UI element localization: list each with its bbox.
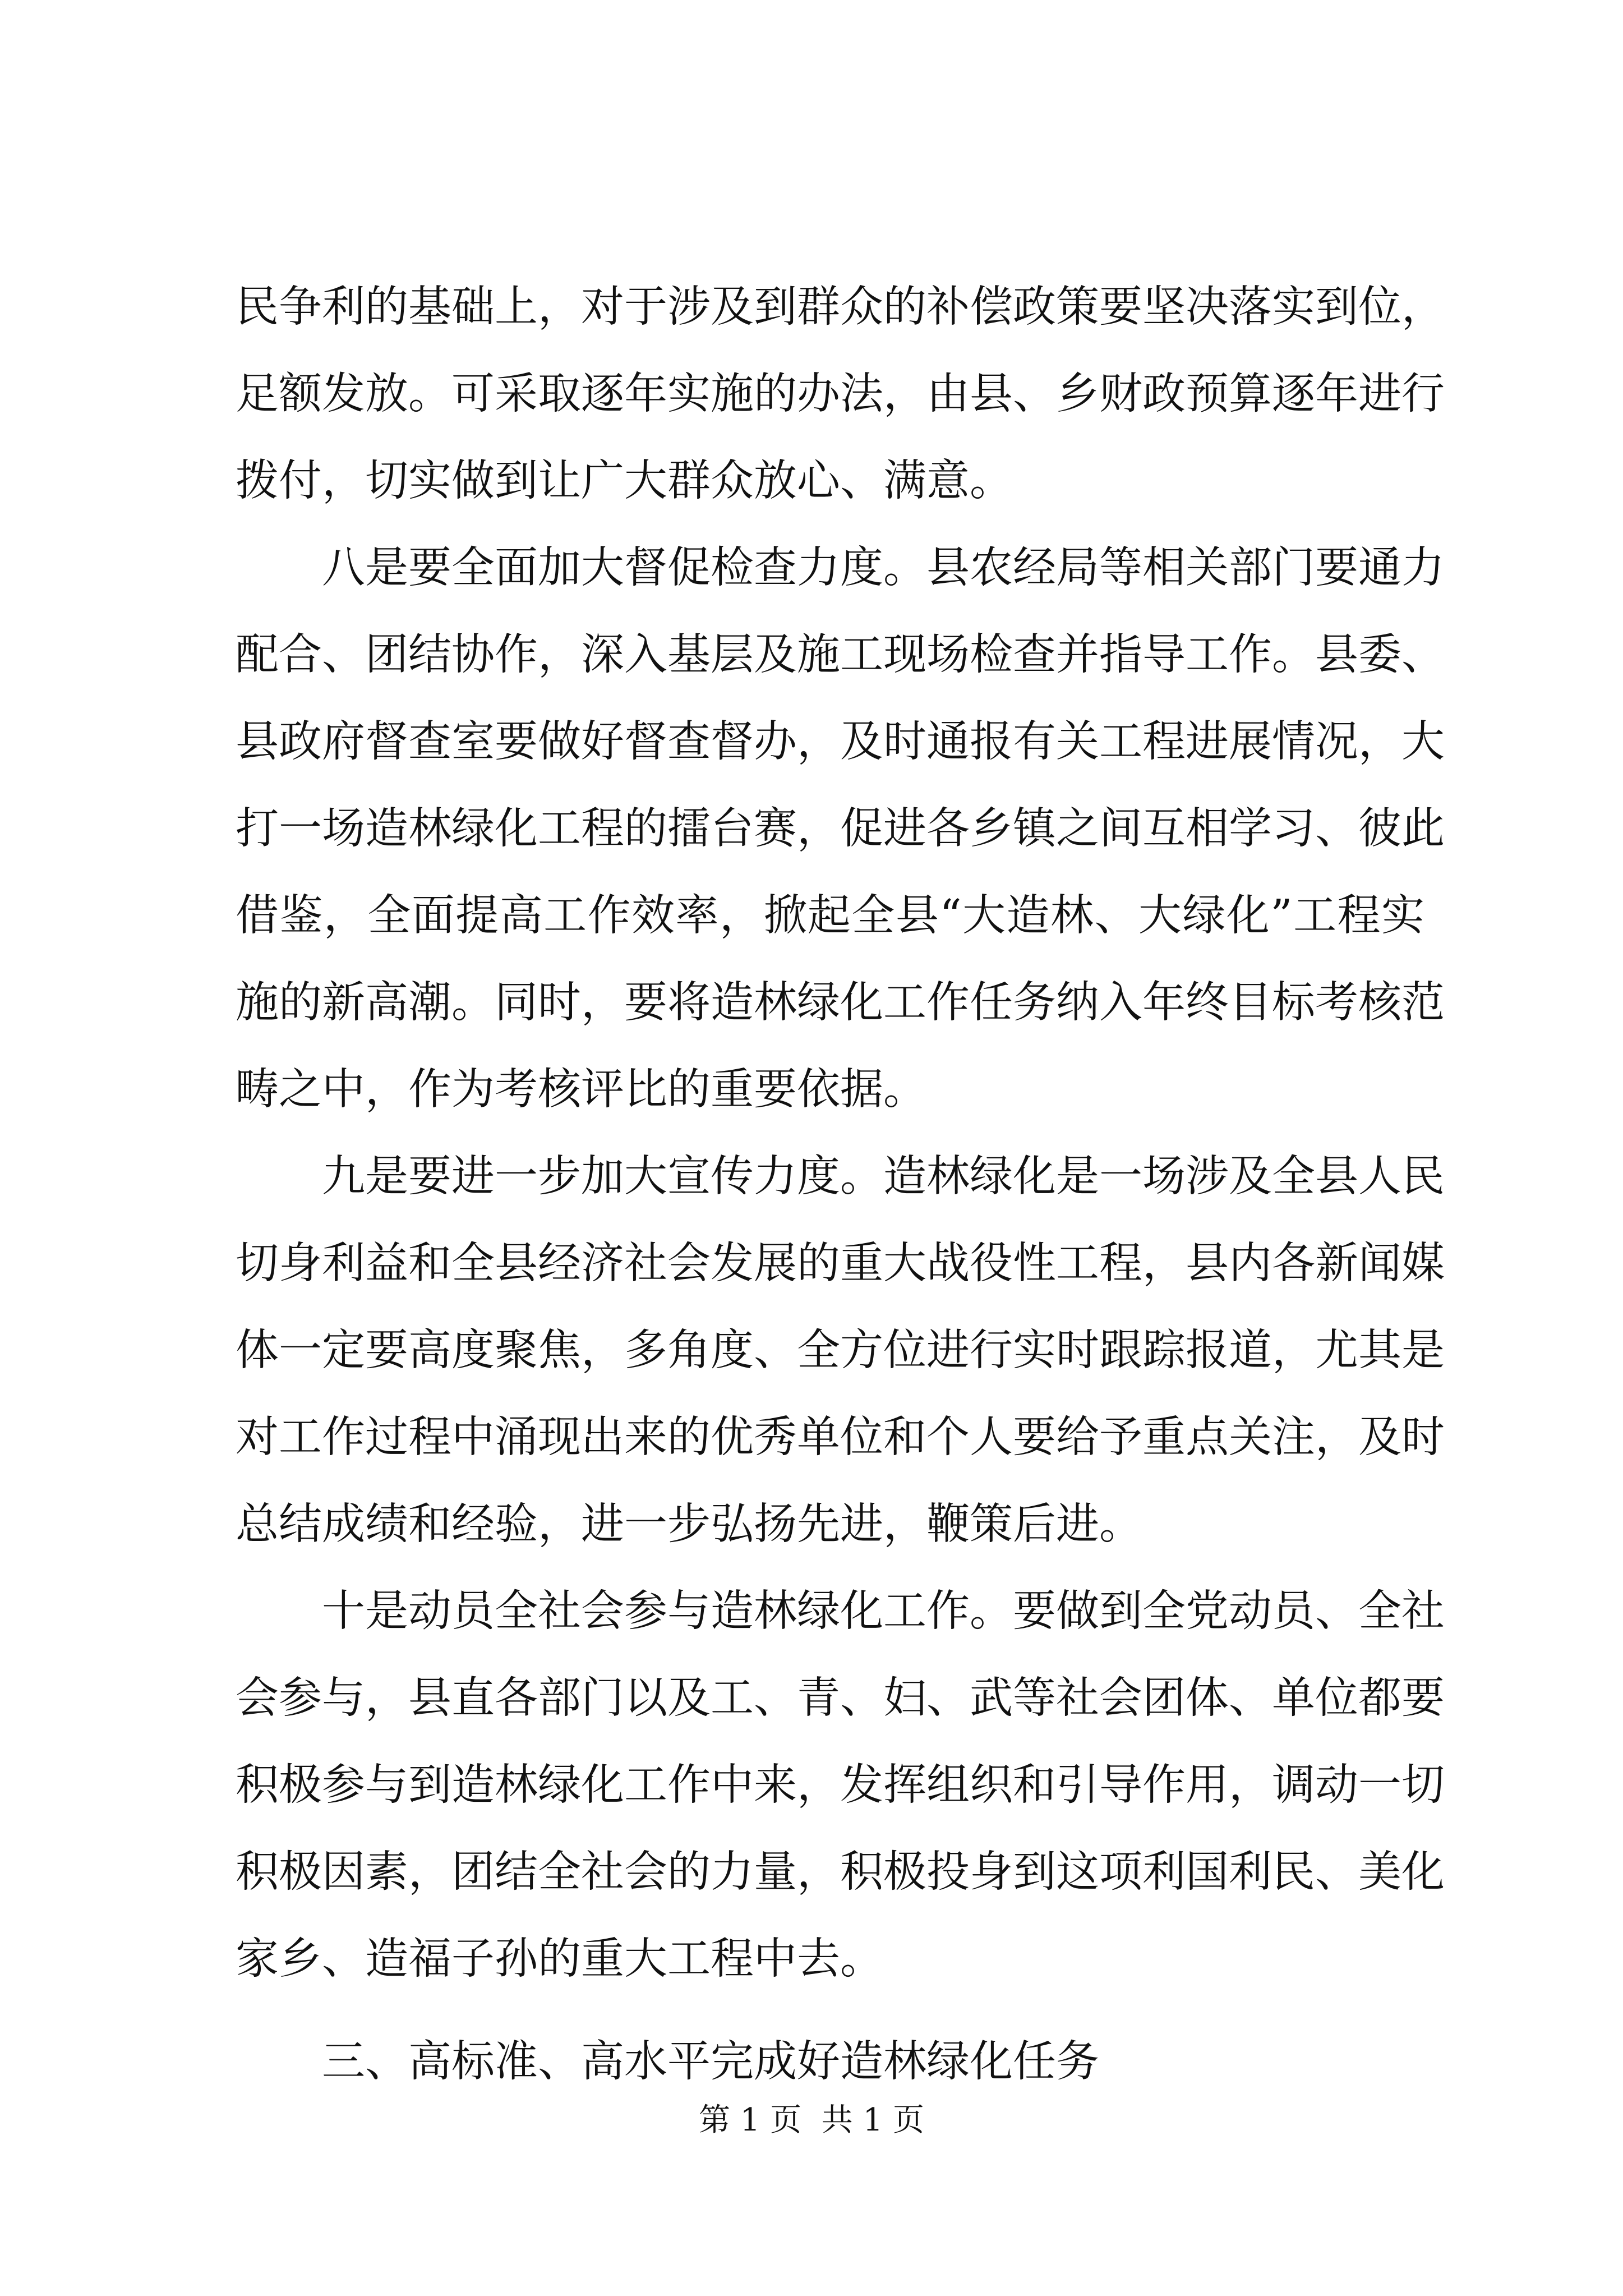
text-line: 施的新高潮。同时，要将造林绿化工作任务纳入年终目标考核范	[236, 978, 1445, 1028]
text-line: 拨付，切实做到让广大群众放心、满意。	[236, 456, 1013, 506]
text-line: 民争利的基础上，对于涉及到群众的补偿政策要坚决落实到位，	[236, 282, 1445, 332]
paragraph-first-line: 八是要全面加大督促检查力度。县农经局等相关部门要通力	[322, 543, 1445, 593]
text-line: 足额发放。可采取逐年实施的办法，由县、乡财政预算逐年进行	[236, 369, 1445, 419]
paragraph-first-line: 九是要进一步加大宣传力度。造林绿化是一场涉及全县人民	[322, 1152, 1445, 1202]
text-line: 配合、团结协作，深入基层及施工现场检查并指导工作。县委、	[236, 630, 1445, 680]
text-line: 县政府督查室要做好督查督办，及时通报有关工程进展情况，大	[236, 717, 1445, 767]
page-footer: 第 1 页 共 1 页	[698, 2102, 925, 2138]
text-line: 总结成绩和经验，进一步弘扬先进，鞭策后进。	[236, 1499, 1142, 1549]
text-line: 借鉴，全面提高工作效率，掀起全县“大造林、大绿化”工程实	[236, 891, 1424, 941]
text-line: 打一场造林绿化工程的擂台赛，促进各乡镇之间互相学习、彼此	[236, 804, 1445, 854]
section-heading: 三、高标准、高水平完成好造林绿化任务	[322, 2037, 1099, 2087]
paragraph-first-line: 十是动员全社会参与造林绿化工作。要做到全党动员、全社	[322, 1586, 1445, 1636]
text-line: 家乡、造福子孙的重大工程中去。	[236, 1934, 883, 1984]
document-body	[236, 264, 1445, 2105]
text-line: 会参与，县直各部门以及工、青、妇、武等社会团体、单位都要	[236, 1673, 1445, 1723]
text-line: 体一定要高度聚焦，多角度、全方位进行实时跟踪报道，尤其是	[236, 1326, 1445, 1375]
text-line: 切身利益和全县经济社会发展的重大战役性工程，县内各新闻媒	[236, 1239, 1445, 1289]
text-line: 畴之中，作为考核评比的重要依据。	[236, 1065, 926, 1115]
text-line: 积极因素，团结全社会的力量，积极投身到这项利国利民、美化	[236, 1847, 1445, 1897]
text-line: 积极参与到造林绿化工作中来，发挥组织和引导作用，调动一切	[236, 1760, 1445, 1810]
text-line: 对工作过程中涌现出来的优秀单位和个人要给予重点关注，及时	[236, 1412, 1445, 1462]
